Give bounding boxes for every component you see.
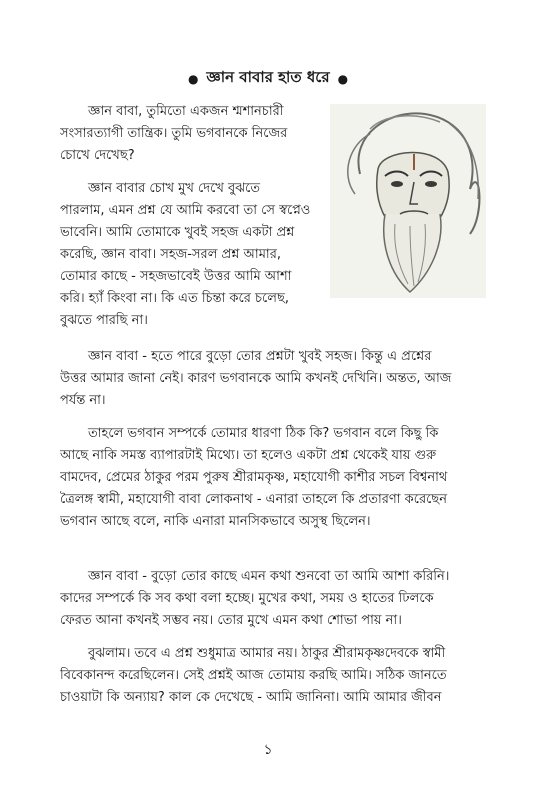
- text-line: চাওয়াটা কি অন্যায়? কাল কে দেখেছে - আমি জানিনা। আমি আমার জীবন: [60, 690, 442, 705]
- text-line: করেছি, জ্ঞান বাবা। সহজ-সরল প্রশ্ন আমার,: [60, 247, 281, 262]
- text-line: তাহলে ভগবান সম্পর্কে তোমার ধারণা ঠিক কি? ভগবান বলে কিছু কি: [88, 426, 439, 441]
- paragraph-4: [60, 423, 486, 533]
- text-line: বুঝতে পারছি না।: [60, 313, 148, 328]
- text-line: পর্যন্ত না।: [60, 393, 106, 408]
- bullet-icon: ●: [187, 71, 199, 86]
- text-line: ভগবান আছে বলে, নাকি এনারা মানসিকভাবে অসুস্থ ছিলেন।: [60, 514, 371, 529]
- text-line: চোখে দেখেছ?: [60, 148, 135, 163]
- chapter-title-text: জ্ঞান বাবার হাত ধরে: [206, 68, 330, 86]
- paragraph-5: [60, 566, 486, 632]
- paragraph-1: [60, 101, 328, 167]
- text-line: জ্ঞান বাবা, তুমিতো একজন শ্মশানচারী: [88, 104, 284, 119]
- text-line: তোমার কাছে - সহজভাবেই উত্তর আমি আশা: [60, 269, 292, 284]
- text-line: করি। হ্যাঁ কিংবা না। কি এত চিন্তা করে চলেছ,: [60, 291, 289, 306]
- paragraph-2: [60, 178, 328, 332]
- paragraph-3: [60, 346, 486, 412]
- text-line: ফেরত আনা কখনই সম্ভব নয়। তোর মুখে এমন কথা শোভা পায় না।: [60, 613, 402, 628]
- page-number: ১: [263, 742, 273, 758]
- text-line: ত্রৈলঙ্গ স্বামী, মহাযোগী বাবা লোকনাথ - এনারা তাহলে কি প্রতারণা করেছেন: [60, 492, 447, 507]
- text-line: বামদেব, প্রেমের ঠাকুর পরম পুরুষ শ্রীরামকৃষ্ণ, মহাযোগী কাশীর সচল বিশ্বনাথ: [60, 470, 448, 485]
- text-line: বুঝলাম। তবে এ প্রশ্ন শুধুমাত্র আমার নয়। ঠাকুর শ্রীরামকৃষ্ণদেবকে স্বামী: [88, 646, 446, 661]
- text-line: জ্ঞান বাবা - হতে পারে বুড়ো তোর প্রশ্নটা খুবই সহজ। কিন্তু এ প্রশ্নের: [88, 349, 432, 364]
- sage-portrait-icon: [330, 104, 486, 298]
- paragraph-6: [60, 643, 486, 709]
- text-line: কাদের সম্পর্কে কি সব কথা বলা হচ্ছে। মুখের কথা, সময় ও হাতের ঢিলকে: [60, 591, 434, 606]
- text-line: জ্ঞান বাবার চোখ মুখ দেখে বুঝতে: [88, 181, 261, 196]
- text-line: আছে নাকি সমস্ত ব্যাপারটাই মিথ্যে। তা হলেও একটা প্রশ্ন থেকেই যায় গুরু: [60, 448, 437, 463]
- text-line: বিবেকানন্দ করেছিলেন। সেই প্রশ্নই আজ তোমায় করছি আমি। সঠিক জানতে: [60, 668, 447, 683]
- text-line: সংসারত্যাগী তান্ত্রিক। তুমি ভগবানকে নিজের: [60, 126, 288, 141]
- bullet-icon: ●: [337, 71, 349, 86]
- text-line: পারলাম, এমন প্রশ্ন যে আমি করবো তা সে স্বপ্নেও: [60, 203, 311, 218]
- chapter-title: [0, 66, 536, 91]
- text-line: ভাবেনি। আমি তোমাকে খুবই সহজ একটা প্রশ্ন: [60, 225, 295, 240]
- text-line: উত্তর আমার জানা নেই। কারণ ভগবানকে আমি কখনই দেখিনি। অন্তত, আজ: [60, 371, 452, 386]
- portrait-sketch: [330, 104, 486, 298]
- text-line: জ্ঞান বাবা - বুড়ো তোর কাছে এমন কথা শুনবো তা আমি আশা করিনি।: [88, 569, 450, 584]
